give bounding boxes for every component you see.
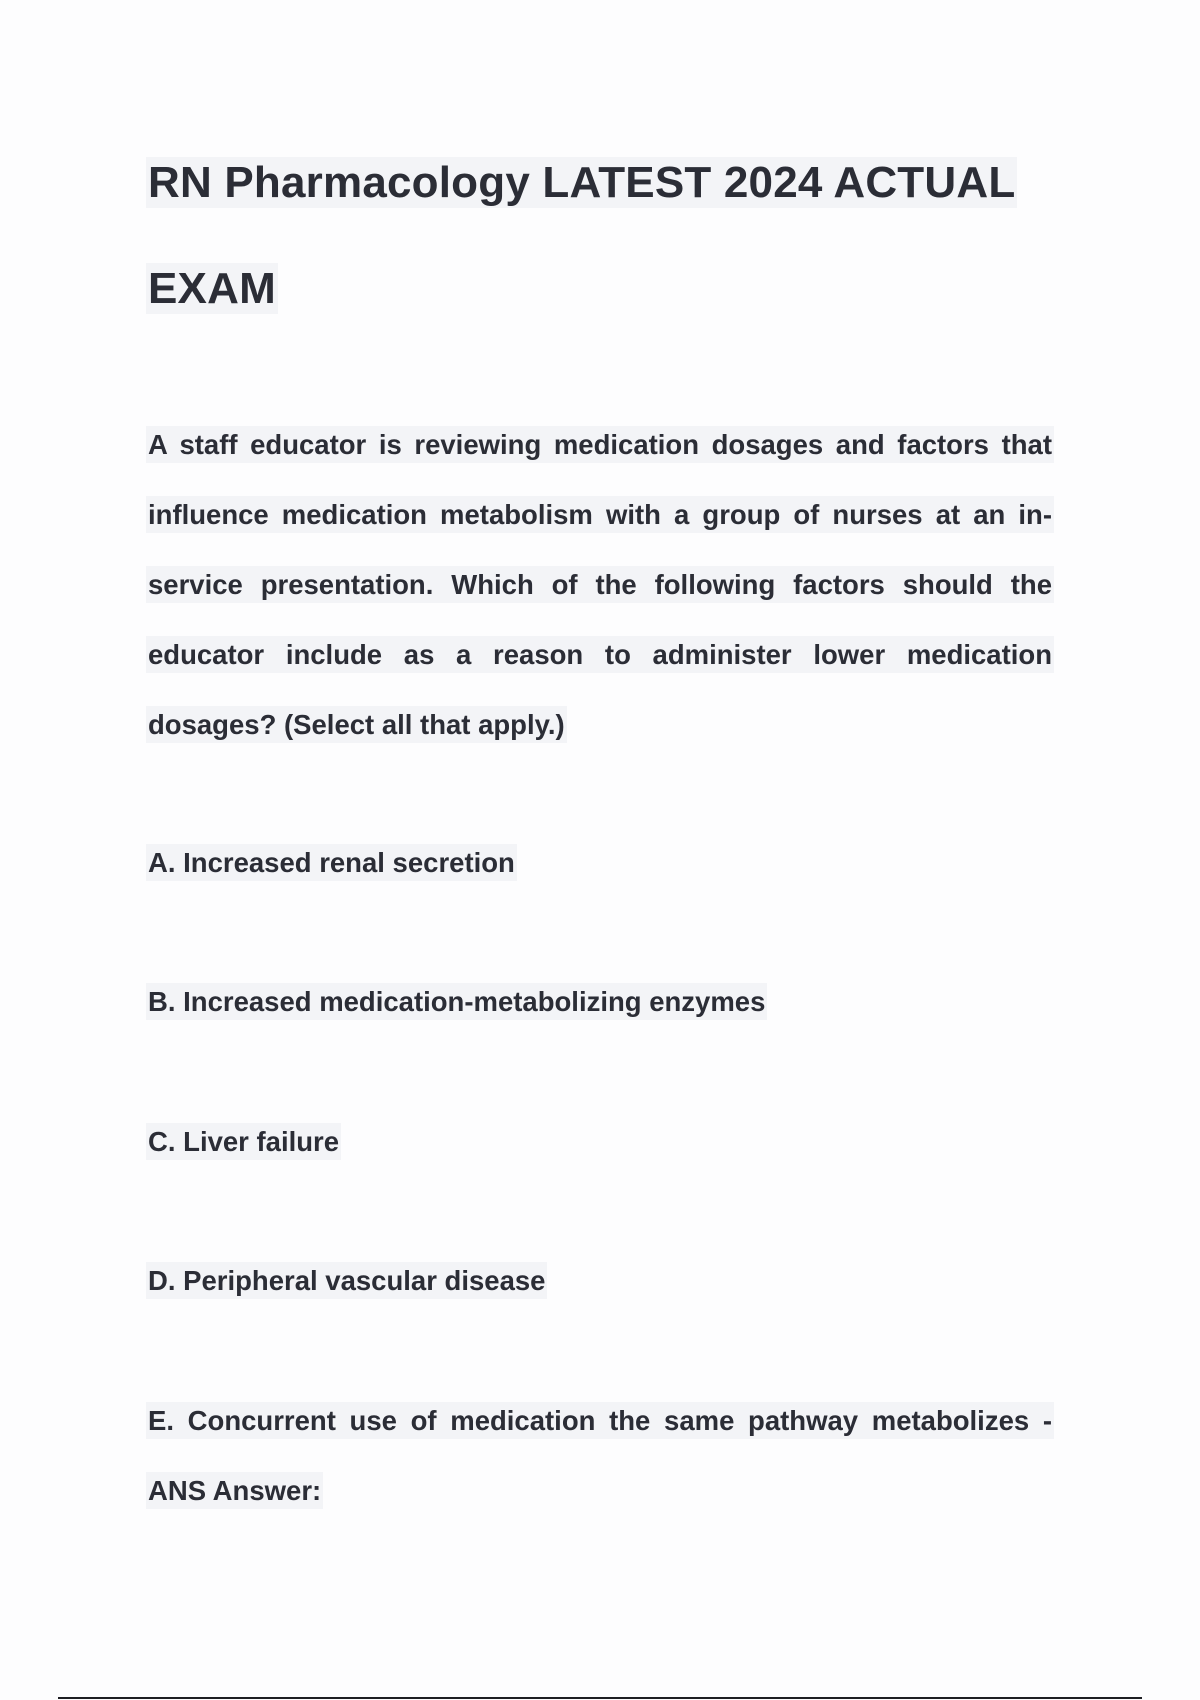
answer-option-b [146, 967, 1054, 1037]
document-title-text: RN Pharmacology LATEST 2024 ACTUAL EXAM [148, 158, 1016, 313]
answer-option-d [146, 1246, 1054, 1316]
answer-option-e-text: E. Concurrent use of medication the same pathway metabolizes - ANS Answer: [146, 1402, 1054, 1509]
answer-option-c [146, 1107, 1054, 1177]
question-text-body: A staff educator is reviewing medication dosages and factors that influence medication metabolism with a group of nurses at an in-service presentation. Which of the following factors should the educator include as a reason to administer lower medication dosages? (Select all that apply.) [146, 426, 1054, 743]
answer-option-e [146, 1386, 1054, 1526]
document-title [146, 130, 1054, 342]
answer-option-a-text: A. Increased renal secretion [146, 844, 517, 881]
answer-option-a [146, 828, 1054, 898]
question-text [146, 410, 1054, 760]
answer-option-d-text: D. Peripheral vascular disease [146, 1262, 547, 1299]
answer-option-c-text: C. Liver failure [146, 1123, 341, 1160]
answer-option-b-text: B. Increased medication-metabolizing enzymes [146, 983, 767, 1020]
page-footer-divider [58, 1697, 1142, 1699]
